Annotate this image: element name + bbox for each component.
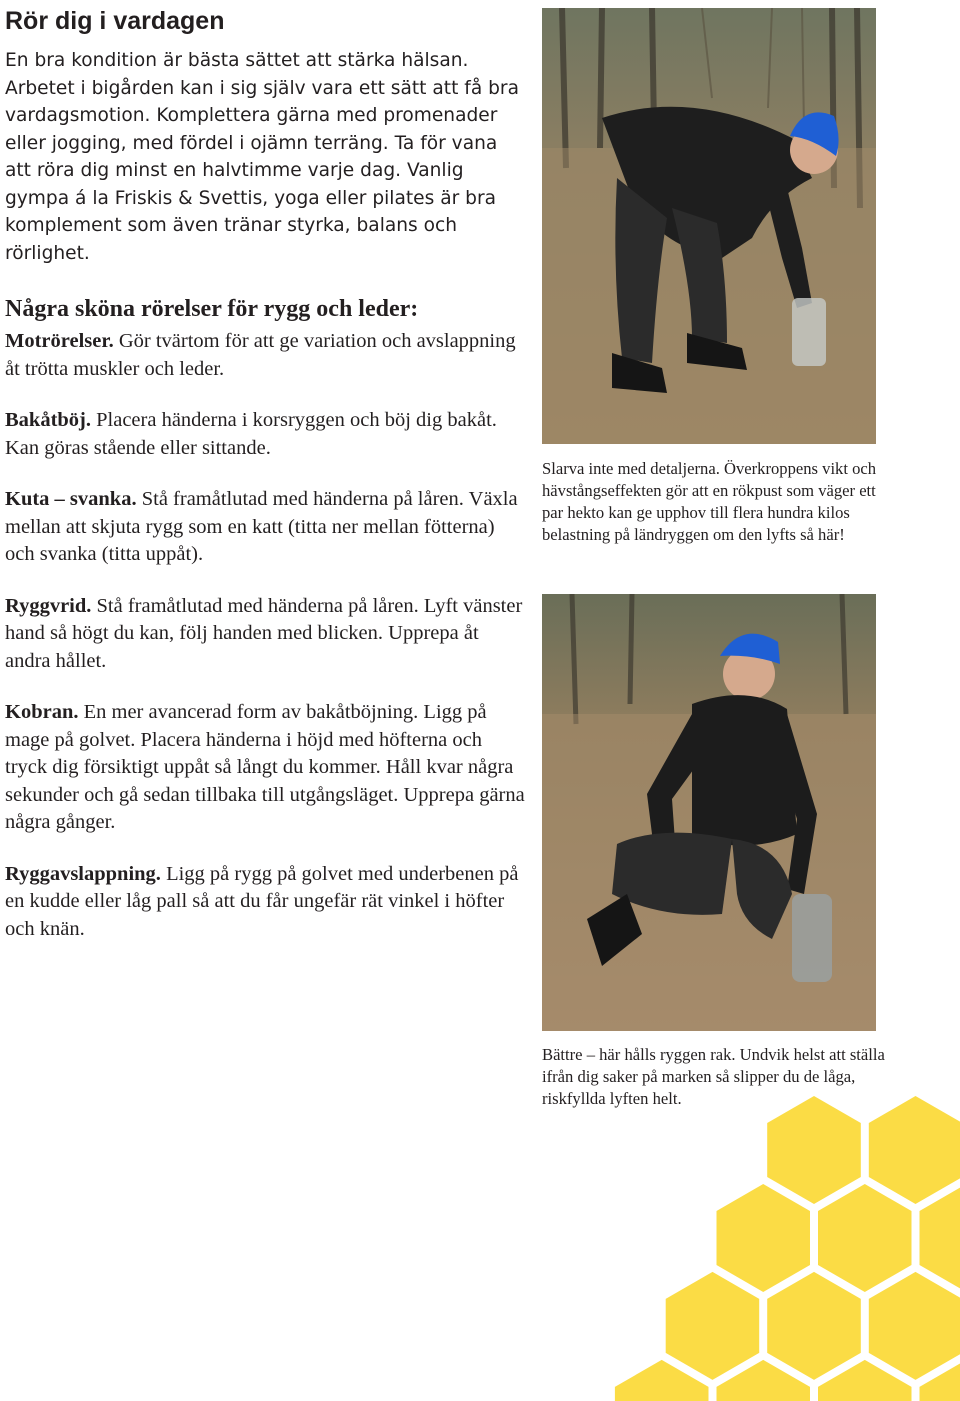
- hexagon-shape: [818, 1184, 912, 1292]
- exercise-text: Gör tvärtom för att ge variation och avslappning åt trötta muskler och leder.: [5, 330, 516, 380]
- exercise-name: Kobran.: [5, 701, 79, 723]
- exercise-item: [5, 407, 525, 462]
- hexagon-shape: [869, 1096, 960, 1204]
- intro-text-tail: Vanlig gympa á la Friskis & Svettis, yoga eller pilates är bra komplement som även tränar styrka, balans och rörlighet.: [5, 160, 496, 264]
- hexagon-shape: [666, 1272, 760, 1380]
- hexagon-shape: [717, 1184, 811, 1292]
- exercise-text: En mer avancerad form av bakåtböjning. Ligg på mage på golvet. Placera händerna i höjd med höfterna och tryck dig försiktigt uppåt så långt du kommer. Håll kvar några sekunder och gå sedan tillbaka till utgångsläget. Upprepa gärna några gånger.: [5, 701, 525, 833]
- hexagon-shape: [767, 1272, 861, 1380]
- exercise-item: [5, 328, 525, 383]
- photo-bent-lift: [542, 8, 876, 444]
- exercise-name: Kuta – svanka.: [5, 488, 137, 510]
- intro-paragraph: [5, 47, 525, 267]
- hexagon-shape: [920, 1360, 960, 1401]
- exercise-name: Ryggvrid.: [5, 594, 92, 617]
- honeycomb-hexagons: [615, 1096, 960, 1401]
- hexagon-shape: [717, 1360, 811, 1401]
- hexagon-shape: [767, 1096, 861, 1204]
- hexagon-shape: [869, 1272, 960, 1380]
- exercise-text: Placera händerna i korsryggen och böj dig bakåt. Kan göras stående eller sittande.: [5, 409, 497, 459]
- exercise-text: Ligg på rygg på golvet med underbenen på en kudde eller låg pall så att du får ungefär rät vinkel i höfter och knän.: [5, 862, 519, 940]
- main-text-column: [5, 4, 525, 967]
- exercise-item: [5, 861, 525, 944]
- exercise-name: Bakåtböj.: [5, 409, 92, 431]
- exercise-item: [5, 593, 525, 676]
- exercises-heading: Några sköna rörelser för rygg och leder:: [5, 296, 419, 322]
- exercise-item: [5, 486, 525, 569]
- exercise-text: Stå framåtlutad med händerna på låren. Växla mellan att skjuta rygg som en katt (titta ner mellan fötterna) och svanka (titta uppåt).: [5, 488, 518, 565]
- exercise-name: Ryggavslappning.: [5, 862, 161, 885]
- photo-straight-lift: [542, 594, 876, 1031]
- exercise-item: [5, 699, 525, 837]
- exercise-name: Motrörelser.: [5, 330, 114, 352]
- exercise-text: Stå framåtlutad med händerna på låren. Lyft vänster hand så högt du kan, följ handen med blicken. Upprepa åt andra hållet.: [5, 594, 523, 672]
- caption-bottom: Bättre – här hålls ryggen rak. Undvik helst att ställa ifrån dig saker på marken så slipper du de låga, riskfyllda lyften helt.: [542, 1045, 885, 1108]
- page-title: Rör dig i vardagen: [5, 7, 225, 35]
- hexagon-shape: [920, 1184, 960, 1292]
- hexagon-shape: [615, 1360, 709, 1401]
- caption-top: Slarva inte med detaljerna. Överkroppens vikt och hävstångseffekten gör att en rökpust som väger ett par hekto kan ge upphov till flera hundra kilos belastning på ländryggen om den lyfts så här!: [542, 459, 877, 544]
- intro-text-sans: En bra kondition är bästa sättet att stärka hälsan. Arbetet i bigården kan i sig själv vara ett sätt att få bra vardagsmotion. Komplettera gärna med promenader eller jogging, med fördel i ojämn terräng. Ta för vana att röra dig minst en halvtimme varje dag.: [5, 50, 519, 181]
- hexagon-shape: [818, 1360, 912, 1401]
